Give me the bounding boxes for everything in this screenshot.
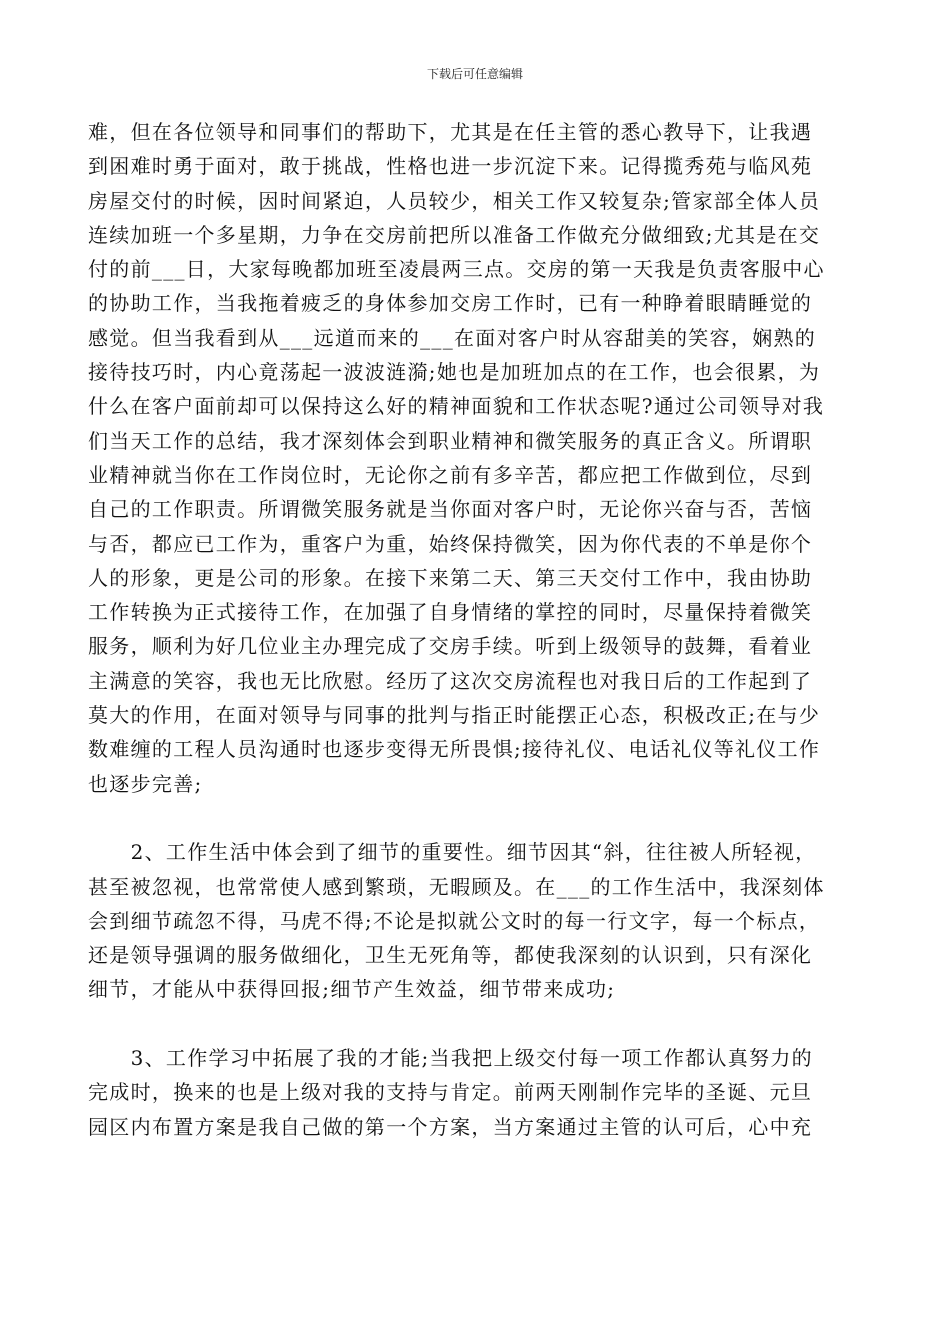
text-line: 甚至被忽视，也常常使人感到繁琐，无暇顾及。在___的工作生活中，我深刻体 (88, 874, 825, 899)
text-line: 也逐步完善; (88, 771, 203, 796)
text-line: 3、工作学习中拓展了我的才能;当我把上级交付每一项工作都认真努力的 (88, 1046, 813, 1071)
text-line: 到困难时勇于面对，敢于挑战，性格也进一步沉淀下来。记得揽秀苑与临风苑 (88, 154, 813, 179)
paragraph-spacer (88, 801, 860, 835)
text-line: 莫大的作用，在面对领导与同事的批判与指正时能摆正心态，积极改正;在与少 (88, 703, 821, 728)
text-line: 细节，才能从中获得回报;细节产生效益，细节带来成功; (88, 977, 616, 1002)
page-header: 下载后可任意编辑 (426, 67, 523, 81)
paragraph-spacer (88, 1007, 860, 1041)
paragraph-2 (88, 835, 860, 1006)
text-line: 们当天工作的总结，我才深刻体会到职业精神和微笑服务的真正含义。所谓职 (88, 428, 813, 453)
text-line: 付的前___日，大家每晚都加班至凌晨两三点。交房的第一天我是负责客服中心 (88, 257, 825, 282)
text-line: 数难缠的工程人员沟通时也逐步变得无所畏惧;接待礼仪、电话礼仪等礼仪工作 (88, 737, 821, 762)
paragraph-3 (88, 1041, 860, 1144)
text-line: 还是领导强调的服务做细化，卫生无死角等，都使我深刻的认识到，只有深化 (88, 943, 813, 968)
text-line: 服务，顺利为好几位业主办理完成了交房手续。听到上级领导的鼓舞，看着业 (88, 634, 813, 659)
text-line: 工作转换为正式接待工作，在加强了自身情绪的掌控的同时，尽量保持着微笑 (88, 600, 813, 625)
text-line: 感觉。但当我看到从___远道而来的___在面对客户时从容甜美的笑容，娴熟的 (88, 325, 817, 350)
text-line: 2、工作生活中体会到了细节的重要性。细节因其“斜，往往被人所轻视， (88, 840, 817, 865)
text-line: 园区内布置方案是我自己做的第一个方案，当方案通过主管的认可后，心中充 (88, 1114, 813, 1139)
document-body (88, 115, 860, 1144)
text-line: 什么在客户面前却可以保持这么好的精神面貌和工作状态呢?通过公司领导对我 (88, 394, 825, 419)
text-line: 房屋交付的时候，因时间紧迫，人员较少，相关工作又较复杂;管家部全体人员 (88, 188, 821, 213)
text-line: 接待技巧时，内心竟荡起一波波涟漪;她也是加班加点的在工作，也会很累，为 (88, 360, 821, 385)
text-line: 业精神就当你在工作岗位时，无论你之前有多辛苦，都应把工作做到位，尽到 (88, 462, 813, 487)
text-line: 会到细节疏忽不得，马虎不得;不论是拟就公文时的每一行文字，每一个标点， (88, 908, 821, 933)
text-line: 连续加班一个多星期，力争在交房前把所以准备工作做充分做细致;尤其是在交 (88, 222, 821, 247)
text-line: 的协助工作，当我拖着疲乏的身体参加交房工作时，已有一种睁着眼睛睡觉的 (88, 291, 813, 316)
text-line: 难，但在各位领导和同事们的帮助下，尤其是在任主管的悉心教导下，让我遇 (88, 120, 813, 144)
paragraph-1 (88, 115, 860, 801)
text-line: 与否，都应已工作为，重客户为重，始终保持微笑，因为你代表的不单是你个 (88, 531, 813, 556)
text-line: 人的形象，更是公司的形象。在接下来第二天、第三天交付工作中，我由协助 (88, 565, 813, 590)
text-line: 自己的工作职责。所谓微笑服务就是当你面对客户时，无论你兴奋与否，苦恼 (88, 497, 813, 522)
text-line: 完成时，换来的也是上级对我的支持与肯定。前两天刚制作完毕的圣诞、元旦 (88, 1080, 813, 1105)
text-line: 主满意的笑容，我也无比欣慰。经历了这次交房流程也对我日后的工作起到了 (88, 668, 813, 693)
